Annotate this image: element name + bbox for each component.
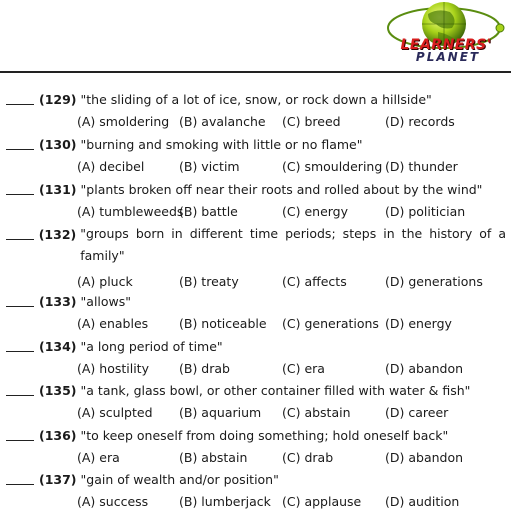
options-row	[77, 114, 506, 129]
option-d[interactable]: (D) generations	[385, 274, 483, 289]
question-number: (131)	[39, 182, 77, 197]
question-135	[6, 383, 506, 420]
question-number: (133)	[39, 294, 77, 309]
question-definition: "groups born in different time periods; steps in the history of a family"	[80, 226, 506, 263]
question-definition: "plants broken off near their roots and rolled about by the wind"	[80, 182, 483, 197]
options-row	[77, 405, 506, 420]
option-b[interactable]: (B) victim	[179, 159, 240, 174]
option-d[interactable]: (D) audition	[385, 494, 460, 509]
question-129	[6, 92, 506, 129]
question-number: (129)	[39, 92, 77, 107]
options-row	[77, 159, 506, 174]
learners-planet-logo	[378, 0, 510, 70]
option-a[interactable]: (A) enables	[77, 316, 149, 331]
question-132	[6, 227, 506, 289]
logo-subtitle: PLANET	[415, 50, 481, 64]
answer-blank[interactable]	[6, 182, 34, 195]
option-d[interactable]: (D) energy	[385, 316, 452, 331]
option-c[interactable]: (C) affects	[282, 274, 347, 289]
logo-title: LEARNERS'	[400, 37, 492, 53]
answer-blank[interactable]	[6, 294, 34, 307]
question-136	[6, 428, 506, 465]
question-134	[6, 339, 506, 376]
question-130	[6, 137, 506, 174]
options-row	[77, 204, 506, 219]
question-133	[6, 294, 506, 331]
option-b[interactable]: (B) treaty	[179, 274, 239, 289]
answer-blank[interactable]	[6, 472, 34, 485]
option-b[interactable]: (B) avalanche	[179, 114, 266, 129]
option-d[interactable]: (D) abandon	[385, 361, 464, 376]
option-c[interactable]: (C) smouldering	[282, 159, 383, 174]
options-row	[77, 316, 506, 331]
answer-blank[interactable]	[6, 383, 34, 396]
answer-blank[interactable]	[6, 227, 34, 240]
option-a[interactable]: (A) success	[77, 494, 149, 509]
question-number: (132)	[38, 227, 77, 242]
option-b[interactable]: (B) battle	[179, 204, 238, 219]
options-row	[77, 361, 506, 376]
question-definition: "gain of wealth and/or position"	[80, 472, 279, 487]
answer-blank[interactable]	[6, 428, 34, 441]
option-b[interactable]: (B) aquarium	[179, 405, 262, 420]
option-c[interactable]: (C) applause	[282, 494, 362, 509]
answer-blank[interactable]	[6, 92, 34, 105]
question-number: (137)	[39, 472, 77, 487]
options-row	[77, 494, 506, 509]
option-d[interactable]: (D) career	[385, 405, 449, 420]
options-row	[77, 274, 506, 289]
option-b[interactable]: (B) drab	[179, 361, 230, 376]
question-definition: "to keep oneself from doing something; hold oneself back"	[80, 428, 449, 443]
question-number: (135)	[39, 383, 77, 398]
options-row	[77, 450, 506, 465]
question-definition: "a long period of time"	[80, 339, 223, 354]
option-a[interactable]: (A) sculpted	[77, 405, 153, 420]
option-a[interactable]: (A) hostility	[77, 361, 149, 376]
question-definition: "the sliding of a lot of ice, snow, or rock down a hillside"	[80, 92, 432, 107]
option-d[interactable]: (D) abandon	[385, 450, 464, 465]
option-b[interactable]: (B) lumberjack	[179, 494, 271, 509]
option-d[interactable]: (D) thunder	[385, 159, 458, 174]
question-number: (134)	[39, 339, 77, 354]
answer-blank[interactable]	[6, 137, 34, 150]
question-131	[6, 182, 506, 219]
question-number: (130)	[39, 137, 77, 152]
question-number: (136)	[39, 428, 77, 443]
option-c[interactable]: (C) abstain	[282, 405, 351, 420]
header-divider	[0, 71, 511, 73]
option-c[interactable]: (C) generations	[282, 316, 379, 331]
option-a[interactable]: (A) tumbleweeds	[77, 204, 184, 219]
option-a[interactable]: (A) smoldering	[77, 114, 170, 129]
option-a[interactable]: (A) era	[77, 450, 120, 465]
question-137	[6, 472, 506, 509]
answer-blank[interactable]	[6, 339, 34, 352]
option-d[interactable]: (D) politician	[385, 204, 466, 219]
option-a[interactable]: (A) decibel	[77, 159, 145, 174]
option-c[interactable]: (C) era	[282, 361, 325, 376]
option-c[interactable]: (C) breed	[282, 114, 341, 129]
option-c[interactable]: (C) drab	[282, 450, 334, 465]
option-b[interactable]: (B) abstain	[179, 450, 248, 465]
question-definition: "allows"	[80, 294, 132, 309]
option-b[interactable]: (B) noticeable	[179, 316, 267, 331]
option-c[interactable]: (C) energy	[282, 204, 349, 219]
question-definition: "burning and smoking with little or no flame"	[80, 137, 363, 152]
option-d[interactable]: (D) records	[385, 114, 455, 129]
question-definition: "a tank, glass bowl, or other container filled with water & fish"	[80, 383, 471, 398]
option-a[interactable]: (A) pluck	[77, 274, 133, 289]
